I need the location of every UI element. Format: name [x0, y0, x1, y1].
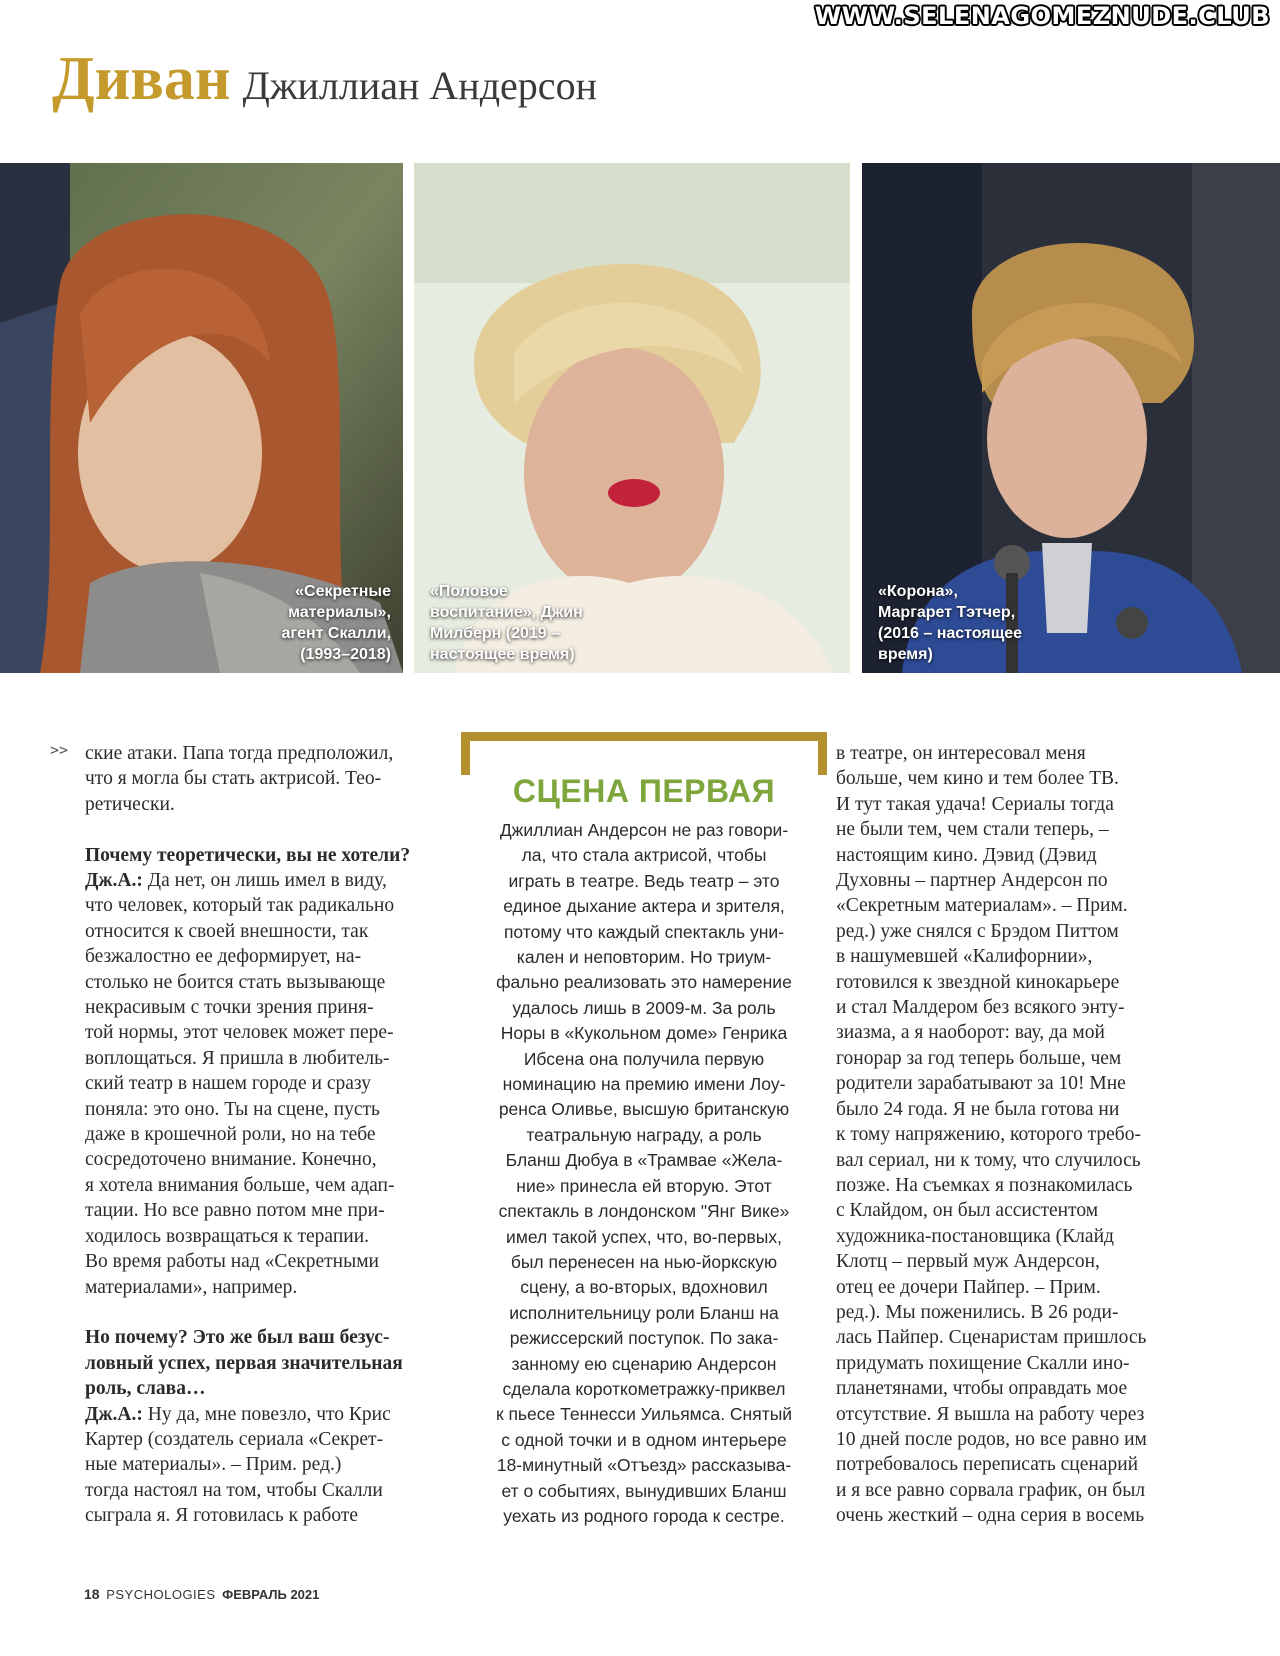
- paragraph: в театре, он интересовал меня больше, чем кино и тем более ТВ. И тут такая удача! Сериалы тогда не были тем, чем стали теперь, – настоящим кино. Дэвид (Дэвид Духовны – партнер Андерсон по «Секретным материалам». – Прим. ред.) уже снялся с Брэдом Питтом в нашумевшей «Калифорнии», готовился к звездной кинокарьере и стал Малдером без всякого энту- зиазма, а я наоборот: вау, да мой гонорар за год теперь больше, чем родители зарабатывают за 10! Мне было 24 года. Я не была готова ни к тому напряжению, которого требо- вал сериал, ни к тому, что случилось позже. На съемках я познакомилась с Клайдом, он был ассистентом художника-постановщика (Клайд Клотц – первый муж Андерсон, отец ее дочери Пайпер. – Прим. ред.). Мы поженились. В 26 роди- лась Пайпер. Сценаристам пришлось придумать похищение Скалли ино- планетянами, чтобы оправдать мое отсутствие. Я вышла на работу через 10 дней после родов, но все равно им потребовалось переписать сценарий и я все равно сорвала график, он был очень жесткий – одна серия в восемь: [836, 743, 1147, 1527]
- interview-question: Почему теоретически, вы не хотели?: [85, 844, 411, 866]
- photo-sex-education: [414, 163, 850, 673]
- photo-caption: «Корона», Маргарет Тэтчер, (2016 – настоящее время): [878, 583, 1022, 663]
- rubric-title: Диван: [52, 45, 231, 113]
- magazine-name: PSYCHOLOGIES: [106, 1587, 216, 1602]
- sidebar-body: Джиллиан Андерсон не раз говори- ла, что стала актрисой, чтобы играть в театре. Ведь театр – это единое дыхание актера и зрителя, потому что каждый спектакль уни- кален и неповторим. Но триум- фально реализовать это намерение удалось лишь в 2009-м. За роль Норы в «Кукольном доме» Генрика Ибсена она получила первую номинацию на премию имени Лоу- ренса Оливье, высшую британскую театральную награду, а роль Бланш Дюбуа в «Трамвае «Жела- ние» принесла ей вторую. Этот спектакль в лондонском "Янг Вике» имел такой успех, что, во-первых, был перенесен на нью-йоркскую сцену, а во-вторых, вдохновил исполнительницу роли Бланш на режиссерский поступок. По зака- занному ею сценарию Андерсон сделала короткометражку-приквел к пьесе Теннесси Уильямса. Снятый с одной точки и в одном интерьере 18-минутный «Отъезд» рассказыва- ет о событиях, вынудивших Бланш уехать из родного города к сестре.: [495, 820, 793, 1526]
- paragraph: ские атаки. Папа тогда предположил, что я могла бы стать актрисой. Тео- ретически.: [85, 743, 394, 815]
- sidebar-title: СЦЕНА ПЕРВАЯ: [512, 773, 776, 809]
- photo-caption: «Секретные материалы», агент Скалли, (1993–2018): [281, 583, 391, 663]
- page-number: 18: [84, 1586, 100, 1602]
- page-footer: [84, 1586, 319, 1602]
- article-subject: Джиллиан Андерсон: [242, 63, 597, 108]
- interview-question: Но почему? Это же был ваш безус- ловный успех, первая значительная роль, слава…: [85, 1327, 403, 1400]
- interview-answer: Дж.А.: Да нет, он лишь имел в виду, что человек, который так радикально относится к своей внешности, так безжалостно ее деформирует, на- столько не боится стать вызывающе некрасивым с точки зрения приня- той нормы, этот человек может пере- воплощаться. Я пришла в любитель- ский театр в нашем городе и сразу поняла: это оно. Ты на сцене, пусть даже в крошечной роли, но на тебе сосредоточено внимание. Конечно, я хотела внимания больше, чем адап- тации. Но все равно потом мне при- ходилось возвращаться к терапии. Во время работы над «Секретными материалами», например.: [85, 870, 395, 1298]
- photo-x-files: [0, 163, 403, 673]
- watermark: WWW.SELENAGOMEZNUDE.CLUB: [814, 2, 1270, 30]
- issue-date: ФЕВРАЛЬ 2021: [222, 1587, 320, 1602]
- interview-answer: Дж.А.: Ну да, мне повезло, что Крис Картер (создатель сериала «Секрет- ные материалы». – Прим. ред.) тогда настоял на том, чтобы Скалли сыграла я. Я готовилась к работе: [85, 1403, 391, 1527]
- page-header: [52, 44, 597, 115]
- article-column-1: [85, 741, 435, 1529]
- photo-caption: «Половое воспитание», Джин Милберн (2019 – настоящее время): [430, 583, 583, 663]
- photo-the-crown: [862, 163, 1280, 673]
- continuation-arrow: >>: [50, 741, 69, 759]
- sidebar-frame: [461, 732, 827, 775]
- article-column-3: [836, 741, 1186, 1529]
